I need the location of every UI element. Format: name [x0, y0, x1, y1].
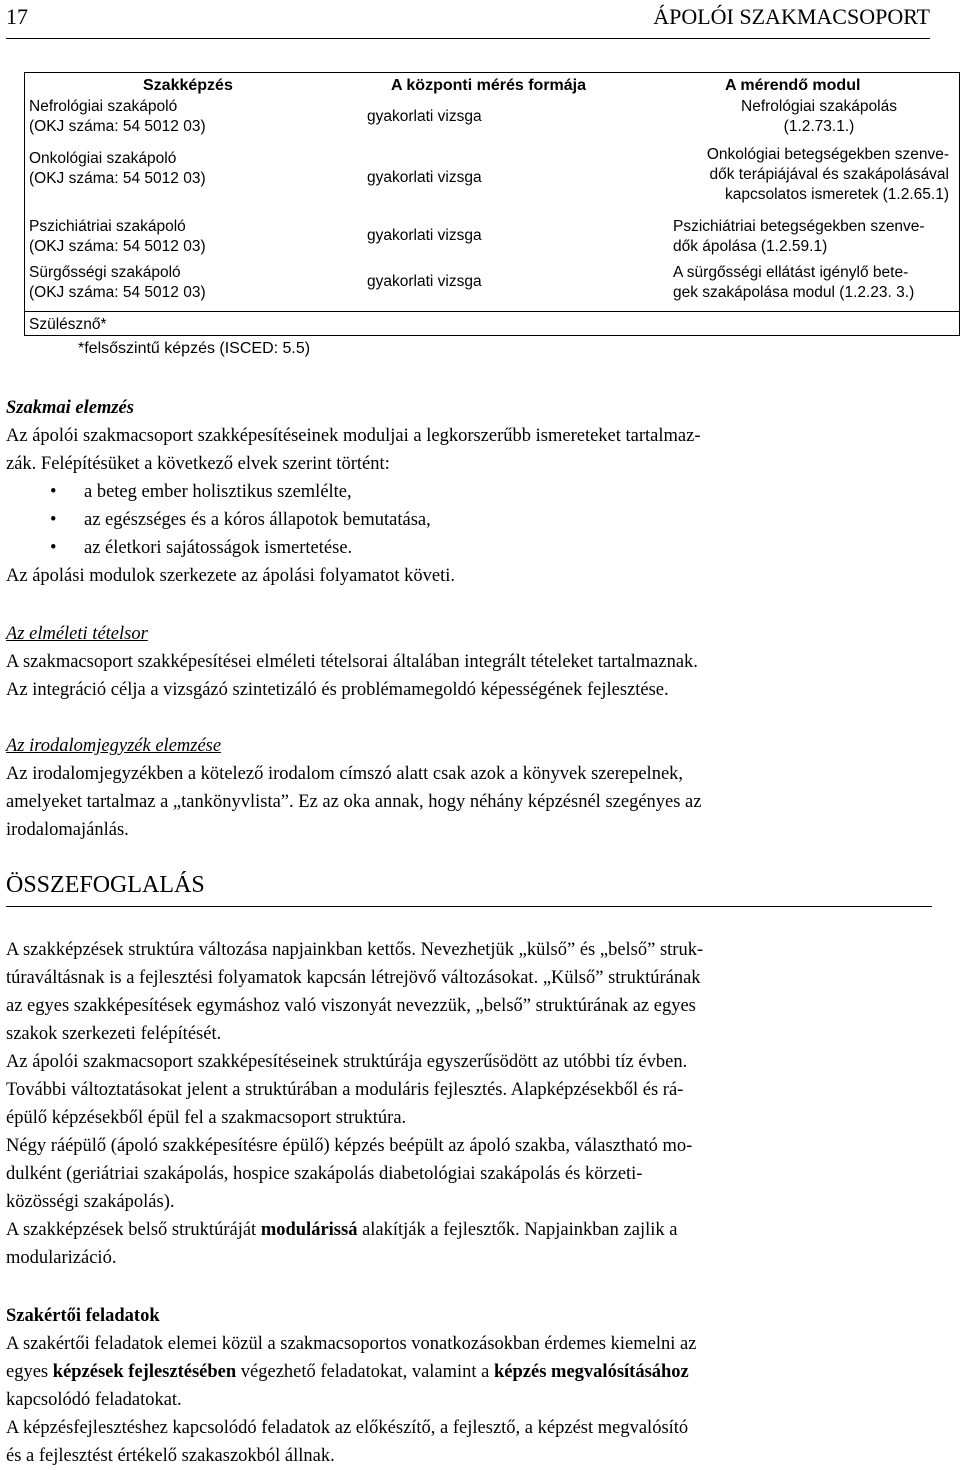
paragraph-line: zák. Felépítésüket a következő elvek szerint történt:: [6, 454, 390, 474]
paragraph-line: Az ápolási modulok szerkezete az ápolási folyamatot követi.: [6, 566, 455, 586]
qualification-table: [24, 72, 960, 336]
section-heading: Az elméleti tételsor: [6, 624, 148, 644]
section-bibliography: [6, 732, 930, 844]
paragraph-line: irodalomajánlás.: [6, 820, 129, 840]
table-cell-measurement: gyakorlati vizsga: [367, 169, 482, 186]
table-cell-module: Nefrológiai szakápolás (1.2.73.1.): [741, 98, 897, 135]
table-cell-qualification: Pszichiátriai szakápoló (OKJ száma: 54 5012 03): [29, 218, 206, 255]
paragraph-line: A szakképzések belső struktúráját modulárissá alakítják a fejlesztők. Napjainkban zajlik a: [6, 1220, 678, 1240]
table-header-measurement: A központi mérés formája: [391, 77, 587, 94]
section-professional-analysis: [6, 394, 930, 590]
emphasis-modular: modulárissá: [260, 1220, 358, 1240]
paragraph-line: dulként (geriátriai szakápolás, hospice szakápolás diabetológiai szakápolás és körzeti-: [6, 1164, 643, 1184]
table-header-qualification: Szakképzés: [143, 77, 233, 94]
paragraph-line: A képzésfejlesztéshez kapcsolódó feladatok az előkészítő, a fejlesztő, a képzést megvalósító: [6, 1418, 689, 1438]
paragraph-line: túraváltásnak is a fejlesztési folyamatok kapcsán létrejövő változásokat. „Külső” struktúrának: [6, 968, 701, 988]
table-header-module: A mérendő modul: [725, 77, 861, 94]
paragraph-line: közösségi szakápolás).: [6, 1192, 175, 1212]
table-cell-module: Pszichiátriai betegségekben szenve- dők ápolása (1.2.59.1): [673, 218, 925, 255]
table-cell-qualification: Nefrológiai szakápoló (OKJ száma: 54 5012 03): [29, 98, 206, 135]
paragraph-line: Az ápolói szakmacsoport szakképesítéseinek moduljai a legkorszerűbb ismereteket tartalmaz-: [6, 426, 701, 446]
paragraph-line: Az integráció célja a vizsgázó szintetizáló és problémamegoldó képességének fejlesztése.: [6, 680, 669, 700]
table-divider: [25, 311, 959, 312]
emphasis-training-development: képzések fejlesztésében: [52, 1362, 237, 1382]
paragraph-line: szakok szerkezeti felépítését.: [6, 1024, 222, 1044]
running-title: ÁPOLÓI SZAKMACSOPORT: [653, 4, 930, 29]
paragraph-line: épülő képzésekből épül fel a szakmacsoport struktúra.: [6, 1108, 407, 1128]
table-cell-qualification: Sürgősségi szakápoló (OKJ száma: 54 5012 03): [29, 264, 206, 301]
paragraph-line: amelyeket tartalmaz a „tankönyvlista”. Ez az oka annak, hogy néhány képzésnél szegényes az: [6, 792, 702, 812]
bullet-icon: •: [50, 538, 57, 558]
paragraph-line: kapcsolódó feladatokat.: [6, 1390, 182, 1410]
paragraph-line: és a fejlesztést értékelő szakaszokból állnak.: [6, 1446, 335, 1466]
table-footnote: *felsőszintű képzés (ISCED: 5.5): [78, 340, 311, 357]
paragraph-line: A szakmacsoport szakképesítései elméleti tételsorai általában integrált tételeket tartalmaznak.: [6, 652, 698, 672]
table-cell-module: Onkológiai betegségekben szenve- dők terápiájával és szakápolásával kapcsolatos ismeretek (1.2.65.1): [706, 146, 949, 203]
table-cell-measurement: gyakorlati vizsga: [367, 108, 482, 125]
table-cell-qualification: Szülésznő*: [29, 316, 107, 333]
paragraph-line: Az ápolói szakmacsoport szakképesítéseinek struktúrája egyszerűsödött az utóbbi tíz évben.: [6, 1052, 688, 1072]
section-theory-items: [6, 620, 930, 704]
table-cell-qualification: Onkológiai szakápoló (OKJ száma: 54 5012 03): [29, 150, 206, 187]
section-heading: Az irodalomjegyzék elemzése: [6, 736, 222, 756]
paragraph-line: modularizáció.: [6, 1248, 117, 1268]
summary-heading: ÖSSZEFOGLALÁS: [6, 872, 932, 907]
bullet-icon: •: [50, 482, 57, 502]
paragraph-line: az egyes szakképesítések egymáshoz való viszonyát nevezzük, „belső” struktúrának az egyes: [6, 996, 696, 1016]
list-item: • az egészséges és a kóros állapotok bemutatása,: [6, 506, 930, 534]
section-summary: [6, 936, 930, 1272]
paragraph-line: További változtatásokat jelent a struktúrában a moduláris fejlesztés. Alapképzésekből és rá-: [6, 1080, 684, 1100]
page-number: 17: [6, 4, 28, 29]
paragraph-line: A szakértői feladatok elemei közül a szakmacsoportos vonatkozásokban érdemes kiemelni az: [6, 1334, 697, 1354]
paragraph-line: Az irodalomjegyzékben a kötelező irodalom címszó alatt csak azok a könyvek szerepelnek,: [6, 764, 684, 784]
paragraph-line: A szakképzések struktúra változása napjainkban kettős. Nevezhetjük „külső” és „belső” struk-: [6, 940, 704, 960]
paragraph-line: Négy ráépülő (ápoló szakképesítésre épülő) képzés beépült az ápoló szakba, választható mo-: [6, 1136, 693, 1156]
list-item: • a beteg ember holisztikus szemlélte,: [6, 478, 930, 506]
paragraph-line: egyes képzések fejlesztésében végezhető feladatokat, valamint a képzés megvalósításához: [6, 1362, 689, 1382]
bullet-icon: •: [50, 510, 57, 530]
table-cell-measurement: gyakorlati vizsga: [367, 273, 482, 290]
section-heading: Szakmai elemzés: [6, 398, 134, 418]
table-cell-measurement: gyakorlati vizsga: [367, 227, 482, 244]
table-cell-module: A sürgősségi ellátást igénylő bete- gek szakápolása modul (1.2.23. 3.): [673, 264, 915, 301]
emphasis-training-implementation: képzés megvalósításához: [494, 1362, 689, 1382]
section-expert-tasks: [6, 1302, 930, 1470]
section-heading: Szakértői feladatok: [6, 1306, 160, 1326]
list-item: • az életkori sajátosságok ismertetése.: [6, 534, 930, 562]
page-header: [6, 4, 930, 39]
